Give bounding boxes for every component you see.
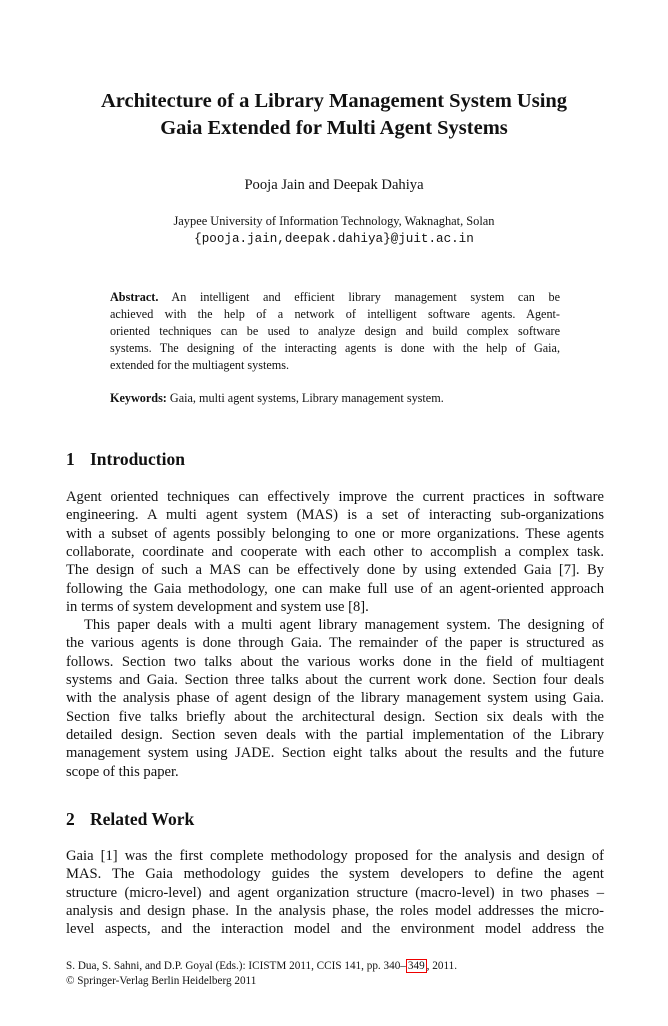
paragraph-line: the various agents is done through Gaia. The remainder of the paper is structured as (66, 635, 604, 652)
paragraph-line: scope of this paper. (66, 763, 179, 780)
paragraph-line: systems and Gaia. Section three talks about the current work done. Section four deals (66, 672, 604, 688)
paper-title-line-1: Architecture of a Library Management System Using (100, 90, 568, 112)
abstract-line: Abstract. An intelligent and efficient library management system can be (110, 290, 561, 304)
keywords-label: Keywords: (110, 391, 167, 405)
paper-title-line-2: Gaia Extended for Multi Agent Systems (160, 117, 508, 139)
paragraph-line: engineering. A multi agent system (MAS) is a set of interacting sub-organizations (66, 507, 604, 524)
paragraph-line: in terms of system development and system use [8]. (66, 598, 369, 615)
paragraph-line: with the analysis phase of agent design of the library management system using Gaia. (66, 690, 604, 707)
section-heading-related-work: 2 Related Work (66, 809, 195, 829)
authors: Pooja Jain and Deepak Dahiya (244, 177, 424, 193)
abstract-line: oriented techniques can be used to analyze design and build complex software (110, 324, 560, 338)
paragraph-line: analysis and design phase. In the analysis phase, the roles model addresses the micro- (66, 902, 604, 919)
abstract-label: Abstract. (110, 290, 159, 304)
section-heading-introduction: 1 Introduction (66, 449, 185, 469)
paragraph-line: detailed design. Section seven deals with the partial implementation of the Library (66, 726, 604, 743)
paragraph-line: The design of such a MAS can be effectively done by using extended Gaia [7]. By (66, 562, 604, 579)
paragraph-line: follows. Section two talks about the various works done in the field of multiagent (66, 653, 604, 670)
keywords: Keywords: Gaia, multi agent systems, Library management system. (110, 391, 444, 405)
citation-footer: S. Dua, S. Sahni, and D.P. Goyal (Eds.): ICISTM 2011, CCIS 141, pp. 340– 349 , 2011. (66, 960, 458, 972)
paragraph-line: MAS. The Gaia methodology guides the system developers to define the agent (66, 866, 604, 883)
paragraph-line: with a subset of agents possibly belonging to one or more organizations. These agents (66, 525, 604, 542)
paragraph-line: Gaia [1] was the first complete methodology proposed for the analysis and design of (66, 848, 604, 864)
author-email: {pooja.jain,deepak.dahiya}@juit.ac.in (194, 232, 474, 246)
paragraph-line: This paper deals with a multi agent library management system. The designing of (84, 617, 604, 634)
copyright: © Springer-Verlag Berlin Heidelberg 2011 (66, 975, 257, 987)
paragraph-line: level aspects, and the interaction model and the environment model address the (66, 921, 604, 938)
paragraph-line: Section five talks briefly about the architectural design. Section six deals with the (66, 708, 604, 725)
page-range-link[interactable]: 349 (407, 960, 425, 972)
abstract-line: extended for the multiagent systems. (110, 358, 290, 372)
abstract-line: systems. The designing of the interacting agents is done with the help of Gaia, (110, 341, 560, 355)
paragraph-line: collaborate, coordinate and cooperate with each other to accomplish a complex task. (66, 543, 604, 560)
paragraph-line: following the Gaia methodology, one can make full use of an agent-oriented approach (66, 580, 604, 597)
paragraph-line: structure (micro-level) and agent organization structure (macro-level) in two phases – (66, 884, 604, 901)
paragraph-line: Agent oriented techniques can effectively improve the current practices in software (66, 489, 604, 505)
paragraph-line: management system using JADE. Section eight talks about the results and the future (66, 745, 604, 762)
affiliation: Jaypee University of Information Technology, Waknaghat, Solan (173, 214, 495, 228)
abstract-line: achieved with the help of a network of intelligent software agents. Agent- (110, 307, 560, 321)
